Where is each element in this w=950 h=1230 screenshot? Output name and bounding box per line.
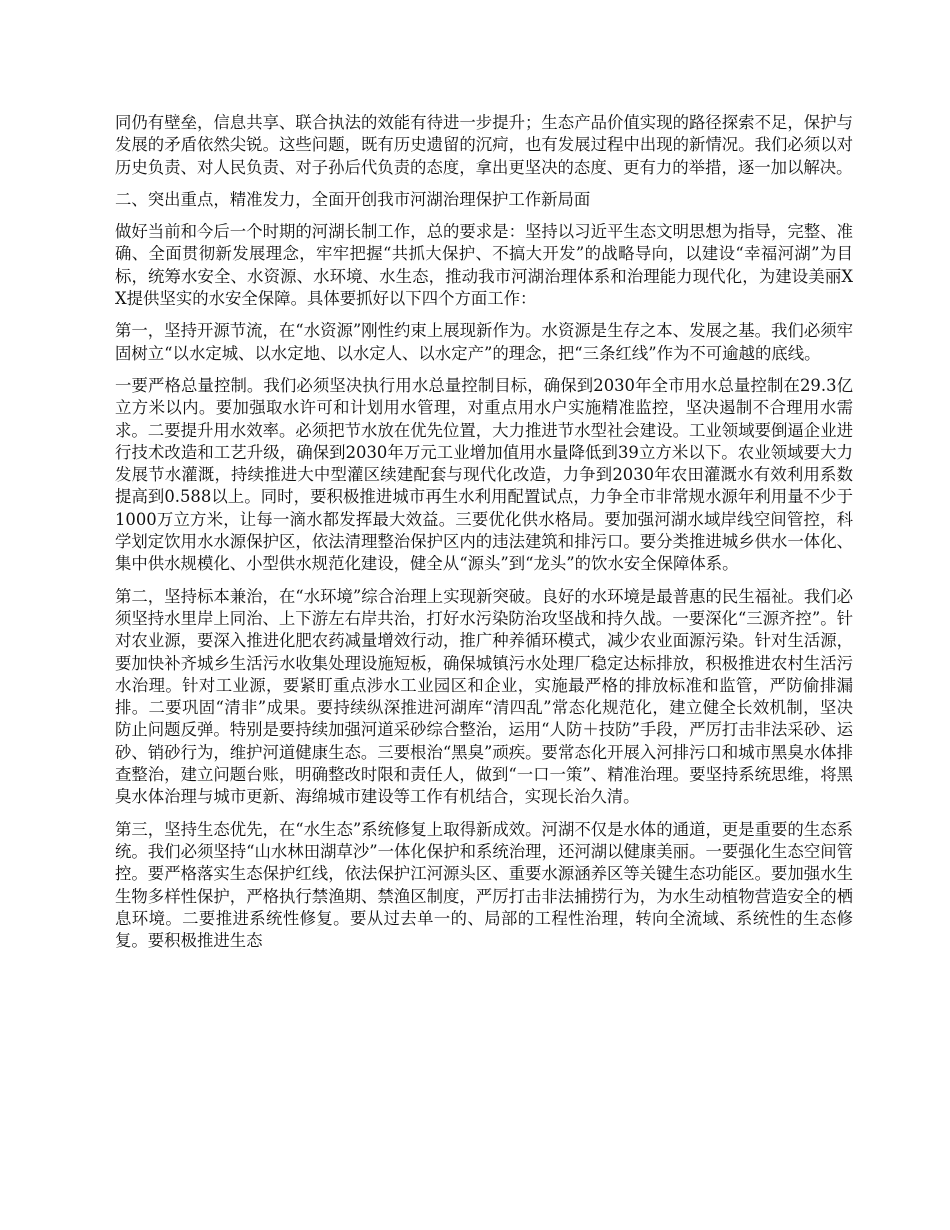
paragraph-general-requirements: 做好当前和今后一个时期的河湖长制工作，总的要求是：坚持以习近平生态文明思想为指导，完整、准确、全面贯彻新发展理念，牢牢把握“共抓大保护、不搞大开发”的战略导向，以建设“幸福河湖”为目标，统筹水安全、水资源、水环境、水生态，推动我市河湖治理体系和治理能力现代化，为建设美丽XX提供坚实的水安全保障。具体要抓好以下四个方面工作： [115,222,853,309]
paragraph-water-ecology: 第三，坚持生态优先，在“水生态”系统修复上取得新成效。河湖不仅是水体的通道，更是重要的生态系统。我们必须坚持“山水林田湖草沙”一体化保护和系统治理，还河湖以健康美丽。一要强化生态空间管控。要严格落实生态保护红线，依法保护江河源头区、重要水源涵养区等关键生态功能区。要加强水生生物多样性保护，严格执行禁渔期、禁渔区制度，严厉打击非法捕捞行为，为水生动植物营造安全的栖息环境。二要推进系统性修复。要从过去单一的、局部的工程性治理，转向全流域、系统性的生态修复。要积极推进生态 [115,819,853,951]
paragraph-water-resources-measures: 一要严格总量控制。我们必须坚决执行用水总量控制目标，确保到2030年全市用水总量控制在29.3亿立方米以内。要加强取水许可和计划用水管理，对重点用水户实施精准监控，坚决遏制不合理用水需求。二要提升用水效率。必须把节水放在优先位置，大力推进节水型社会建设。工业领域要倒逼企业进行技术改造和工艺升级，确保到2030年万元工业增加值用水量降低到39立方米以下。农业领域要大力发展节水灌溉，持续推进大中型灌区续建配套与现代化改造，力争到2030年农田灌溉水有效利用系数提高到0.588以上。同时，要积极推进城市再生水利用配置试点，力争全市非常规水源年利用量不少于1000万立方米，让每一滴水都发挥最大效益。三要优化供水格局。要加强河湖水域岸线空间管控，科学划定饮用水水源保护区，依法清理整治保护区内的违法建筑和排污口。要分类推进城乡供水一体化、集中供水规模化、小型供水规范化建设，健全从“源头”到“龙头”的饮水安全保障体系。 [115,375,853,574]
section-heading-2: 二、突出重点，精准发力，全面开创我市河湖治理保护工作新局面 [115,189,591,209]
paragraph-water-environment: 第二，坚持标本兼治，在“水环境”综合治理上实现新突破。良好的水环境是最普惠的民生福祉。我们必须坚持水里岸上同治、上下游左右岸共治，打好水污染防治攻坚战和持久战。一要深化“三源齐控”。针对农业源，要深入推进化肥农药减量增效行动，推广种养循环模式，减少农业面源污染。针对生活源，要加快补齐城乡生活污水收集处理设施短板，确保城镇污水处理厂稳定达标排放，积极推进农村生活污水治理。针对工业源，要紧盯重点涉水工业园区和企业，实施最严格的排放标准和监管，严防偷排漏排。二要巩固“清非”成果。要持续纵深推进河湖库“清四乱”常态化规范化，建立健全长效机制，坚决防止问题反弹。特别是要持续加强河道采砂综合整治，运用“人防＋技防”手段，严厉打击非法采砂、运砂、销砂行为，维护河道健康生态。三要根治“黑臭”顽疾。要常态化开展入河排污口和城市黑臭水体排查整治，建立问题台账，明确整改时限和责任人，做到“一口一策”、精准治理。要坚持系统思维，将黑臭水体治理与城市更新、海绵城市建设等工作有机结合，实现长治久清。 [115,586,853,807]
document-page [115,112,853,962]
paragraph-problems-summary: 同仍有壁垒，信息共享、联合执法的效能有待进一步提升；生态产品价值实现的路径探索不足，保护与发展的矛盾依然尖锐。这些问题，既有历史遗留的沉疴，也有发展过程中出现的新情况。我们必须以对历史负责、对人民负责、对子孙后代负责的态度，拿出更坚决的态度、更有力的举措，逐一加以解决。 [115,113,853,177]
paragraph-water-resources-intro: 第一，坚持开源节流，在“水资源”刚性约束上展现新作为。水资源是生存之本、发展之基。我们必须牢固树立“以水定城、以水定地、以水定人、以水定产”的理念，把“三条红线”作为不可逾越的底线。 [115,321,853,363]
